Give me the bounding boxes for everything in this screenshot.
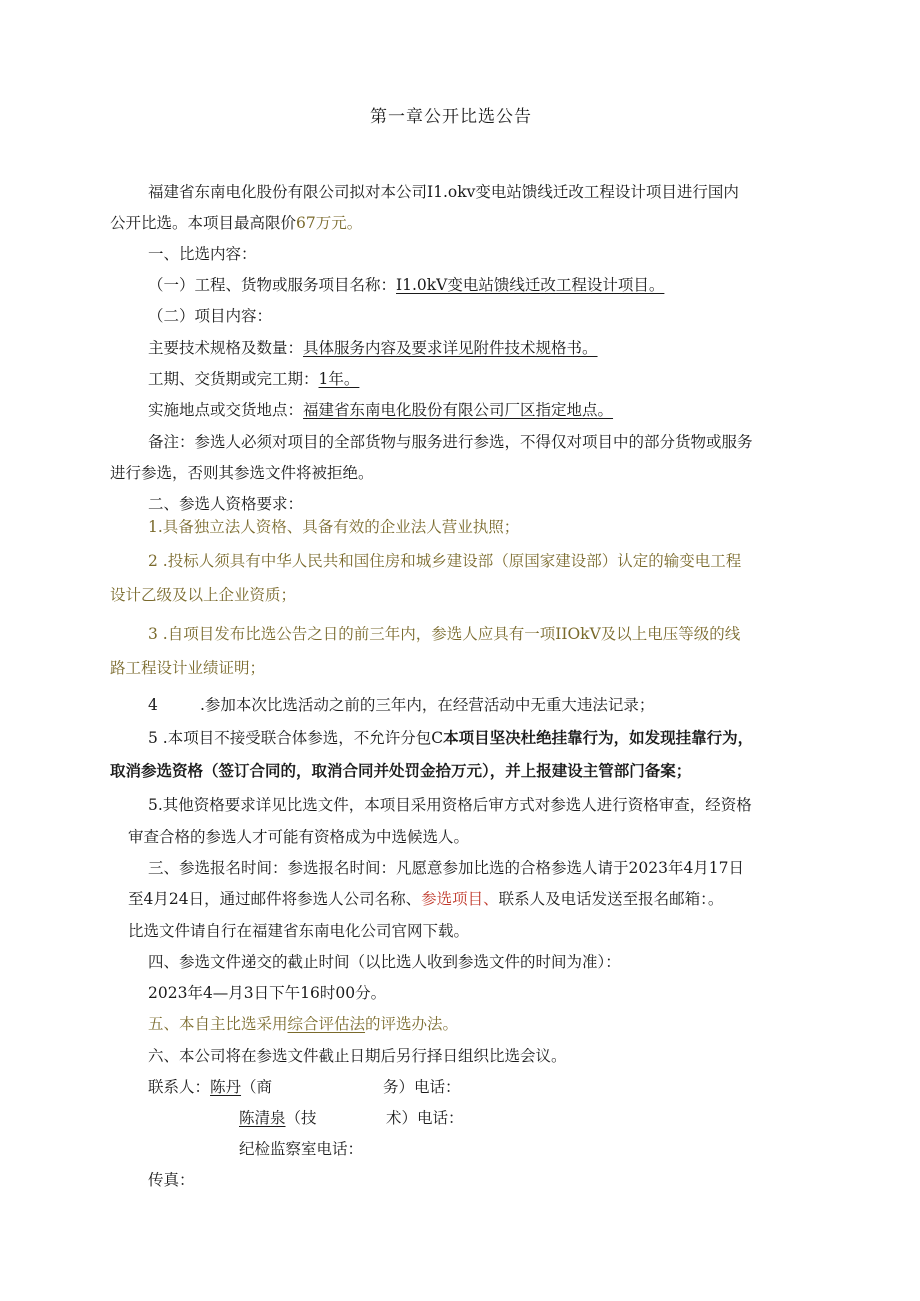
requirement-3-line-2: 路工程设计业绩证明； bbox=[110, 659, 266, 677]
period-label: 工期、交货期或完工期： bbox=[148, 370, 319, 388]
requirement-5-line-1 bbox=[148, 727, 753, 749]
requirement-1: 1.具备独立法人资格、具备有效的企业法人营业执照； bbox=[148, 518, 520, 536]
section-4-line-1: 四、参选文件递交的截止时间（以比选人收到参选文件的时间为准）： bbox=[148, 953, 621, 971]
project-content-label: （二）项目内容： bbox=[148, 307, 273, 325]
note-line-1: 备注：参选人必须对项目的全部货物与服务进行参选，不得仅对项目中的部分货物或服务 bbox=[148, 433, 753, 451]
section-3-line-3: 比选文件请自行在福建省东南电化公司官网下载。 bbox=[128, 922, 470, 940]
requirement-6-line-1: 5.其他资格要求详见比选文件，本项目采用资格后审方式对参选人进行资格审查，经资格 bbox=[148, 796, 752, 814]
contact-role-2a: （技 bbox=[285, 1109, 317, 1127]
section-1-heading: 一、比选内容： bbox=[148, 245, 257, 263]
page-title: 第一章公开比选公告 bbox=[370, 107, 532, 127]
section-6-line: 六、本公司将在参选文件截止日期后另行择日组织比选会议。 bbox=[148, 1047, 567, 1065]
note-line-2: 进行参选，否则其参选文件将被拒绝。 bbox=[110, 464, 374, 482]
contact-line-1 bbox=[148, 1076, 272, 1098]
fax: 传真： bbox=[148, 1171, 195, 1189]
spec-label: 主要技术规格及数量： bbox=[148, 339, 304, 357]
section-5-line bbox=[148, 1013, 458, 1035]
contact-role-2b: 术）电话： bbox=[386, 1109, 464, 1127]
requirement-5-text: 5 .本项目不接受联合体参选，不允许分包C bbox=[148, 729, 444, 747]
contact-role-1a: （商 bbox=[241, 1078, 273, 1096]
period-value: 1年。 bbox=[318, 370, 360, 388]
requirement-6-line-2: 审查合格的参选人才可能有资格成为中选候选人。 bbox=[128, 828, 470, 846]
contact-label: 联系人： bbox=[148, 1078, 211, 1096]
requirement-5-line-2: 取消参选资格（签订合同的，取消合同并处罚金拾万元），并上报建设主管部门备案； bbox=[110, 761, 692, 780]
spec-line bbox=[148, 337, 598, 359]
place-value: 福建省东南电化股份有限公司厂区指定地点。 bbox=[303, 401, 614, 419]
section-5-text-a: 五、本自主比选采用 bbox=[148, 1015, 288, 1033]
requirement-2-line-2: 设计乙级及以上企业资质； bbox=[110, 586, 297, 604]
requirement-5-bold: 本项目坚决杜绝挂靠行为，如发现挂靠行为， bbox=[443, 728, 754, 747]
contact-line-2 bbox=[239, 1107, 317, 1129]
section-3-line-2 bbox=[128, 888, 723, 910]
place-line bbox=[148, 399, 613, 421]
requirement-4-text: .参加本次比选活动之前的三年内，在经营活动中无重大违法记录； bbox=[200, 696, 655, 714]
contact-person-2: 陈清泉 bbox=[239, 1109, 286, 1127]
requirement-4-number: 4 bbox=[148, 696, 158, 714]
contact-role-1b: 务）电话： bbox=[383, 1078, 461, 1096]
intro-text: 公开比选。本项目最高限价 bbox=[110, 214, 297, 232]
intro-line-1: 福建省东南电化股份有限公司拟对本公司I1.okv变电站馈线迁改工程设计项目进行国内 bbox=[148, 183, 739, 201]
section-3-highlight: 参选项目、 bbox=[421, 890, 499, 908]
section-4-deadline: 2023年4—月3日下午16时00分。 bbox=[148, 984, 387, 1002]
place-label: 实施地点或交货地点： bbox=[148, 401, 304, 419]
section-2-heading: 二、参选人资格要求： bbox=[148, 495, 304, 513]
contact-person-1: 陈丹 bbox=[210, 1078, 242, 1096]
project-name-line bbox=[148, 274, 664, 296]
requirement-3-line-1: 3 .自项目发布比选公告之日的前三年内，参选人应具有一项IIOkV及以上电压等级的线 bbox=[148, 625, 741, 643]
discipline-phone: 纪检监察室电话： bbox=[239, 1140, 364, 1158]
project-name-label: （一）工程、货物或服务项目名称： bbox=[148, 276, 397, 294]
intro-line-2 bbox=[110, 212, 362, 234]
spec-value: 具体服务内容及要求详见附件技术规格书。 bbox=[303, 339, 598, 357]
section-5-text-c: 的评选办法。 bbox=[365, 1015, 459, 1033]
section-3-text-a: 至4月24日，通过邮件将参选人公司名称、 bbox=[128, 890, 422, 908]
section-3-text-c: 联系人及电话发送至报名邮箱：。 bbox=[498, 890, 724, 908]
max-price: 67万元。 bbox=[296, 214, 363, 232]
period-line bbox=[148, 368, 359, 390]
requirement-2-line-1: 2 .投标人须具有中华人民共和国住房和城乡建设部（原国家建设部）认定的输变电工程 bbox=[148, 552, 742, 570]
project-name-value: I1.0kV变电站馈线迁改工程设计项目。 bbox=[396, 276, 665, 294]
section-3-line-1: 三、参选报名时间：参选报名时间：凡愿意参加比选的合格参选人请于2023年4月17日 bbox=[148, 859, 745, 877]
section-5-method: 综合评估法 bbox=[287, 1015, 366, 1033]
